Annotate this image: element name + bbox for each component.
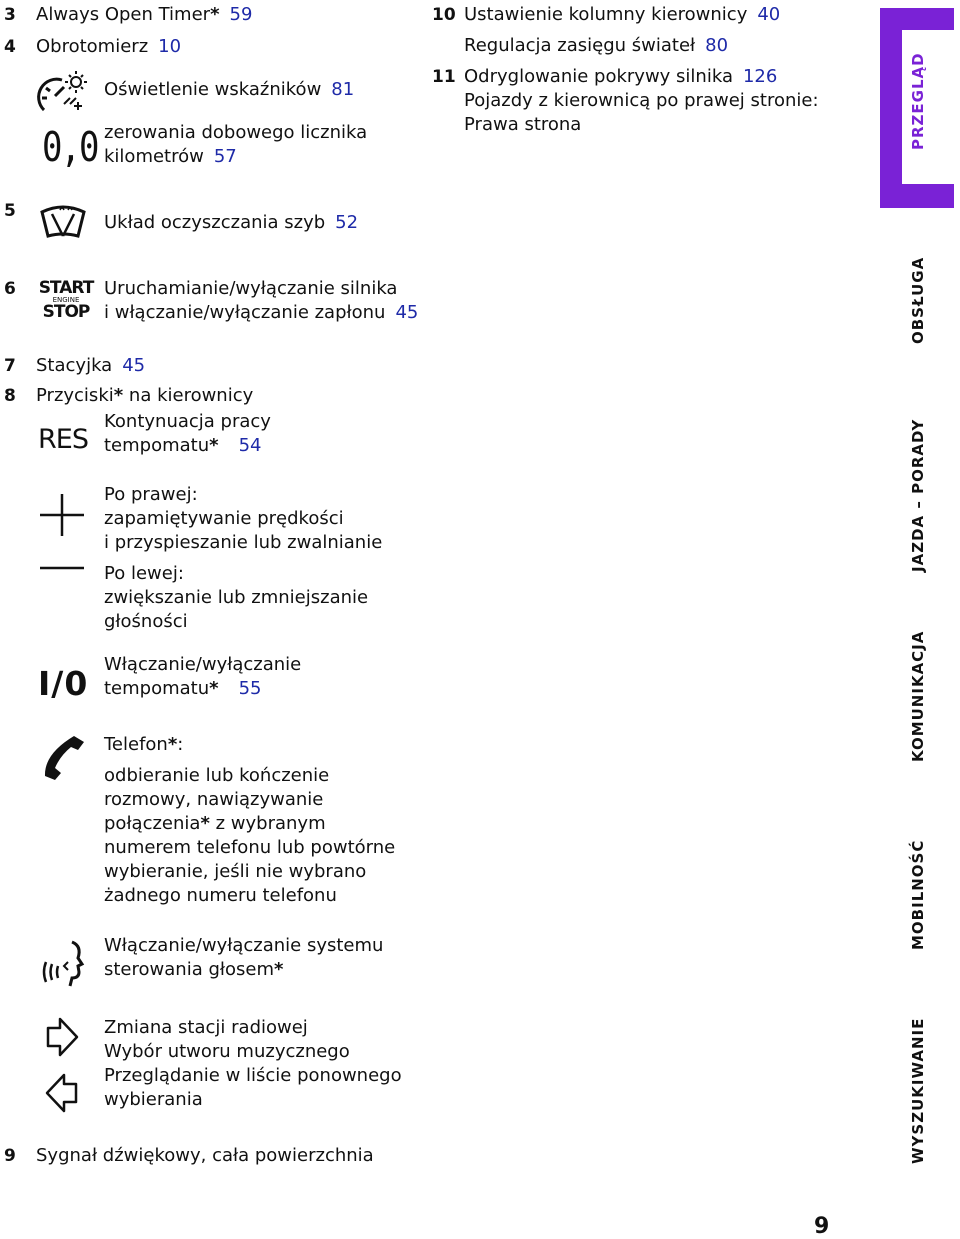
phone-line2: rozmowy, nawiązywanie [104, 789, 324, 810]
page-ref[interactable]: 45 [122, 355, 146, 376]
previous-arrow-icon [44, 1072, 80, 1114]
phone-line1: odbieranie lub kończenie [104, 765, 330, 786]
radio-line3: Przeglądanie w liście ponownego [104, 1065, 402, 1086]
voice-line1: Włączanie/wyłączanie systemu [104, 935, 384, 956]
item-6-line1: Uruchamianie/wyłączanie silnika [104, 278, 398, 299]
item-11-line3: Prawa strona [464, 114, 582, 135]
item-5: Układ oczyszczania szyb 52 [104, 212, 359, 233]
item-number-9: 9 [4, 1146, 16, 1166]
tab-komunikacja[interactable]: KOMUNIKACJA [909, 630, 927, 762]
item-4b-line2: kilometrów 57 [104, 146, 237, 167]
plus-line2: zapamiętywanie prędkości [104, 508, 344, 529]
plus-line3: i przyspieszanie lub zwalnianie [104, 532, 383, 553]
item-number-6: 6 [4, 279, 16, 299]
item-4a: Oświetlenie wskaźników 81 [104, 79, 355, 100]
tab-przeglad[interactable]: PRZEGLĄD [909, 52, 927, 150]
page-ref[interactable]: 126 [742, 66, 778, 87]
start-stop-icon: START ENGINE STOP [38, 278, 94, 322]
item-4b-line1: zerowania dobowego licznika [104, 122, 368, 143]
plus-icon [38, 492, 86, 538]
phone-title: Telefon*: [104, 734, 184, 755]
item-7: Stacyjka 45 [36, 355, 146, 376]
item-4: Obrotomierz 10 [36, 36, 182, 57]
page-ref[interactable]: 55 [238, 678, 262, 699]
item-8: Przyciski* na kierownicy [36, 385, 254, 406]
page-ref[interactable]: 80 [705, 35, 729, 56]
next-arrow-icon [44, 1016, 80, 1058]
item-number-10: 10 [432, 5, 456, 25]
page-ref[interactable]: 81 [331, 79, 355, 100]
tab-jazda-porady[interactable]: JAZDA – PORADY [909, 418, 927, 572]
radio-line4: wybierania [104, 1089, 203, 1110]
tab-wyszukiwanie[interactable]: WYSZUKIWANIE [909, 1017, 927, 1164]
item-number-7: 7 [4, 356, 16, 376]
item-9: Sygnał dźwiękowy, cała powierzchnia [36, 1145, 374, 1166]
item-number-5: 5 [4, 201, 16, 221]
page-ref[interactable]: 45 [395, 302, 419, 323]
tab-mobilnosc[interactable]: MOBILNOŚĆ [909, 839, 927, 950]
item-11: Odryglowanie pokrywy silnika 126 [464, 66, 778, 87]
item-6-line2: i włączanie/wyłączanie zapłonu 45 [104, 302, 419, 323]
res-line2: tempomatu* 54 [104, 435, 262, 456]
cruise-onoff-icon: I/0 [38, 664, 89, 703]
minus-line2: zwiększanie lub zmniejszanie [104, 587, 369, 608]
item-number-4: 4 [4, 37, 16, 57]
minus-icon [38, 564, 86, 572]
minus-line1: Po lewej: [104, 563, 184, 584]
res-icon: RES [38, 424, 88, 455]
item-3: Always Open Timer* 59 [36, 4, 253, 25]
io-line1: Włączanie/wyłączanie [104, 654, 302, 675]
page-ref[interactable]: 59 [229, 4, 253, 25]
item-10: Ustawienie kolumny kierownicy 40 [464, 4, 781, 25]
phone-line5: wybieranie, jeśli nie wybrano [104, 861, 367, 882]
tab-obsluga[interactable]: OBSŁUGA [909, 256, 927, 344]
page-ref[interactable]: 54 [238, 435, 262, 456]
instrument-lighting-icon [36, 70, 92, 116]
phone-line3: połączenia* z wybranym [104, 813, 326, 834]
io-line2: tempomatu* 55 [104, 678, 262, 699]
item-number-3: 3 [4, 5, 16, 25]
wiper-icon [38, 202, 88, 242]
radio-line2: Wybór utworu muzycznego [104, 1041, 350, 1062]
item-11-line2: Pojazdy z kierownicą po prawej stronie: [464, 90, 819, 111]
phone-line6: żadnego numeru telefonu [104, 885, 337, 906]
radio-line1: Zmiana stacji radiowej [104, 1017, 308, 1038]
res-line1: Kontynuacja pracy [104, 411, 271, 432]
page-ref[interactable]: 10 [158, 36, 182, 57]
item-number-8: 8 [4, 386, 16, 406]
voice-control-icon [38, 938, 88, 990]
page-ref[interactable]: 57 [213, 146, 237, 167]
minus-line3: głośności [104, 611, 188, 632]
phone-line4: numerem telefonu lub powtórne [104, 837, 396, 858]
item-number-11: 11 [432, 67, 456, 87]
plus-line1: Po prawej: [104, 484, 198, 505]
voice-line2: sterowania głosem* [104, 959, 284, 980]
phone-icon [38, 734, 88, 782]
page-ref[interactable]: 40 [757, 4, 781, 25]
page-ref[interactable]: 52 [335, 212, 359, 233]
trip-reset-icon: 0,0 [42, 124, 98, 172]
page-number: 9 [814, 1214, 830, 1239]
item-10-line2: Regulacja zasięgu świateł 80 [464, 35, 729, 56]
